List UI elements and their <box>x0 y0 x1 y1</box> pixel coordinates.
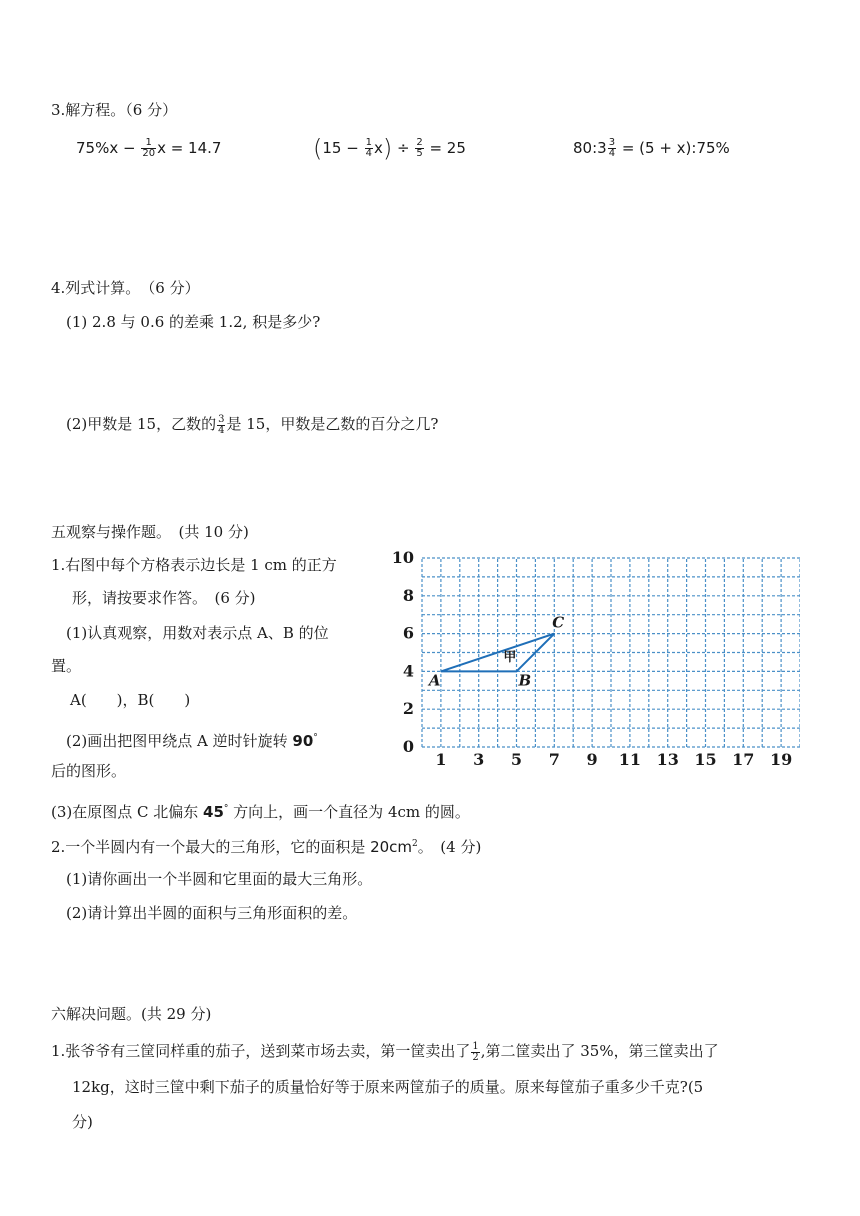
y-tick-label: 6 <box>402 623 414 643</box>
s5-q2-part2: (2)请计算出半圆的面积与三角形面积的差。 <box>66 904 358 922</box>
y-tick-label: 0 <box>402 737 414 756</box>
point-label-a: A <box>428 671 441 690</box>
x-tick-label: 9 <box>586 750 598 769</box>
point-label-b: B <box>518 671 532 690</box>
x-tick-label: 17 <box>732 750 755 769</box>
s5-q1-line2: 形，请按要求作答。 (6 分) <box>72 589 256 607</box>
s5-q1-part2-line2: 后的图形。 <box>51 762 127 780</box>
s5-q1-part2-line1: (2)画出把图甲绕点 A 逆时针旋转 90° <box>66 732 318 750</box>
section-4-heading: 4.列式计算。 （6 分） <box>51 279 200 297</box>
coordinate-grid-figure <box>372 548 800 772</box>
x-tick-label: 15 <box>694 750 717 769</box>
s5-q1-part3: (3)在原图点 C 北偏东 45° 方向上，画一个直径为 4cm 的圆。 <box>51 803 470 821</box>
y-tick-label: 10 <box>391 548 414 567</box>
equation-2: (15 − $\frac{1}{4}$ x) ÷ $\frac{2}{5}$ = 25 <box>313 134 466 163</box>
x-tick-label: 5 <box>510 750 523 769</box>
point-label-c: C <box>552 613 565 632</box>
section-5-heading: 五观察与操作题。 (共 10 分) <box>51 523 249 541</box>
y-tick-label: 4 <box>402 661 414 681</box>
s5-q1-line1: 1.右图中每个方格表示边长是 1 cm 的正方 <box>51 556 337 574</box>
x-tick-label: 13 <box>656 750 679 769</box>
equation-1: 75%x − $\frac{1}{20}$ x = 14.7 <box>76 137 222 159</box>
section-4-question-1: (1) 2.8 与 0.6 的差乘 1.2, 积是多少? <box>66 313 321 331</box>
s6-q1-line1: 1.张爷爷有三筐同样重的茄子，送到菜市场去卖，第一筐卖出了 $\frac{1}{2}$ ,第二筐卖出了 35%，第三筐卖出了 <box>51 1040 719 1063</box>
x-tick-label: 1 <box>435 750 447 769</box>
y-tick-label: 8 <box>402 585 414 605</box>
x-tick-label: 3 <box>473 750 485 769</box>
x-tick-label: 19 <box>769 750 793 769</box>
y-tick-label: 2 <box>402 699 414 719</box>
section-4-question-2: (2)甲数是 15，乙数的 $\frac{3}{4}$ 是 15，甲数是乙数的百分之几? <box>66 413 439 436</box>
section-6-heading: 六解决问题。(共 29 分) <box>51 1005 212 1023</box>
shape-label-jia: 甲 <box>503 649 517 665</box>
s5-q2-part1: (1)请你画出一个半圆和它里面的最大三角形。 <box>66 870 373 888</box>
x-tick-label: 7 <box>548 750 560 769</box>
equation-3: 80:3 $\frac{3}{4}$ = (5 + x):75% <box>573 137 730 159</box>
answer-blanks-ab: A( )，B( ) <box>70 691 191 709</box>
s6-q1-line3: 分) <box>72 1113 93 1131</box>
s6-q1-line2: 12kg，这时三筐中剩下茄子的质量恰好等于原来两筐茄子的质量。原来每筐茄子重多少千克?(5 <box>72 1078 704 1096</box>
s5-q1-part1-line1: (1)认真观察，用数对表示点 A、B 的位 <box>66 624 329 642</box>
s5-q1-part1-line2: 置。 <box>51 657 82 675</box>
x-tick-label: 11 <box>618 750 642 769</box>
s5-q2: 2.一个半圆内有一个最大的三角形，它的面积是 $20cm^2$。 (4 分) <box>51 838 482 856</box>
section-3-heading: 3.解方程。（6 分） <box>51 101 178 119</box>
